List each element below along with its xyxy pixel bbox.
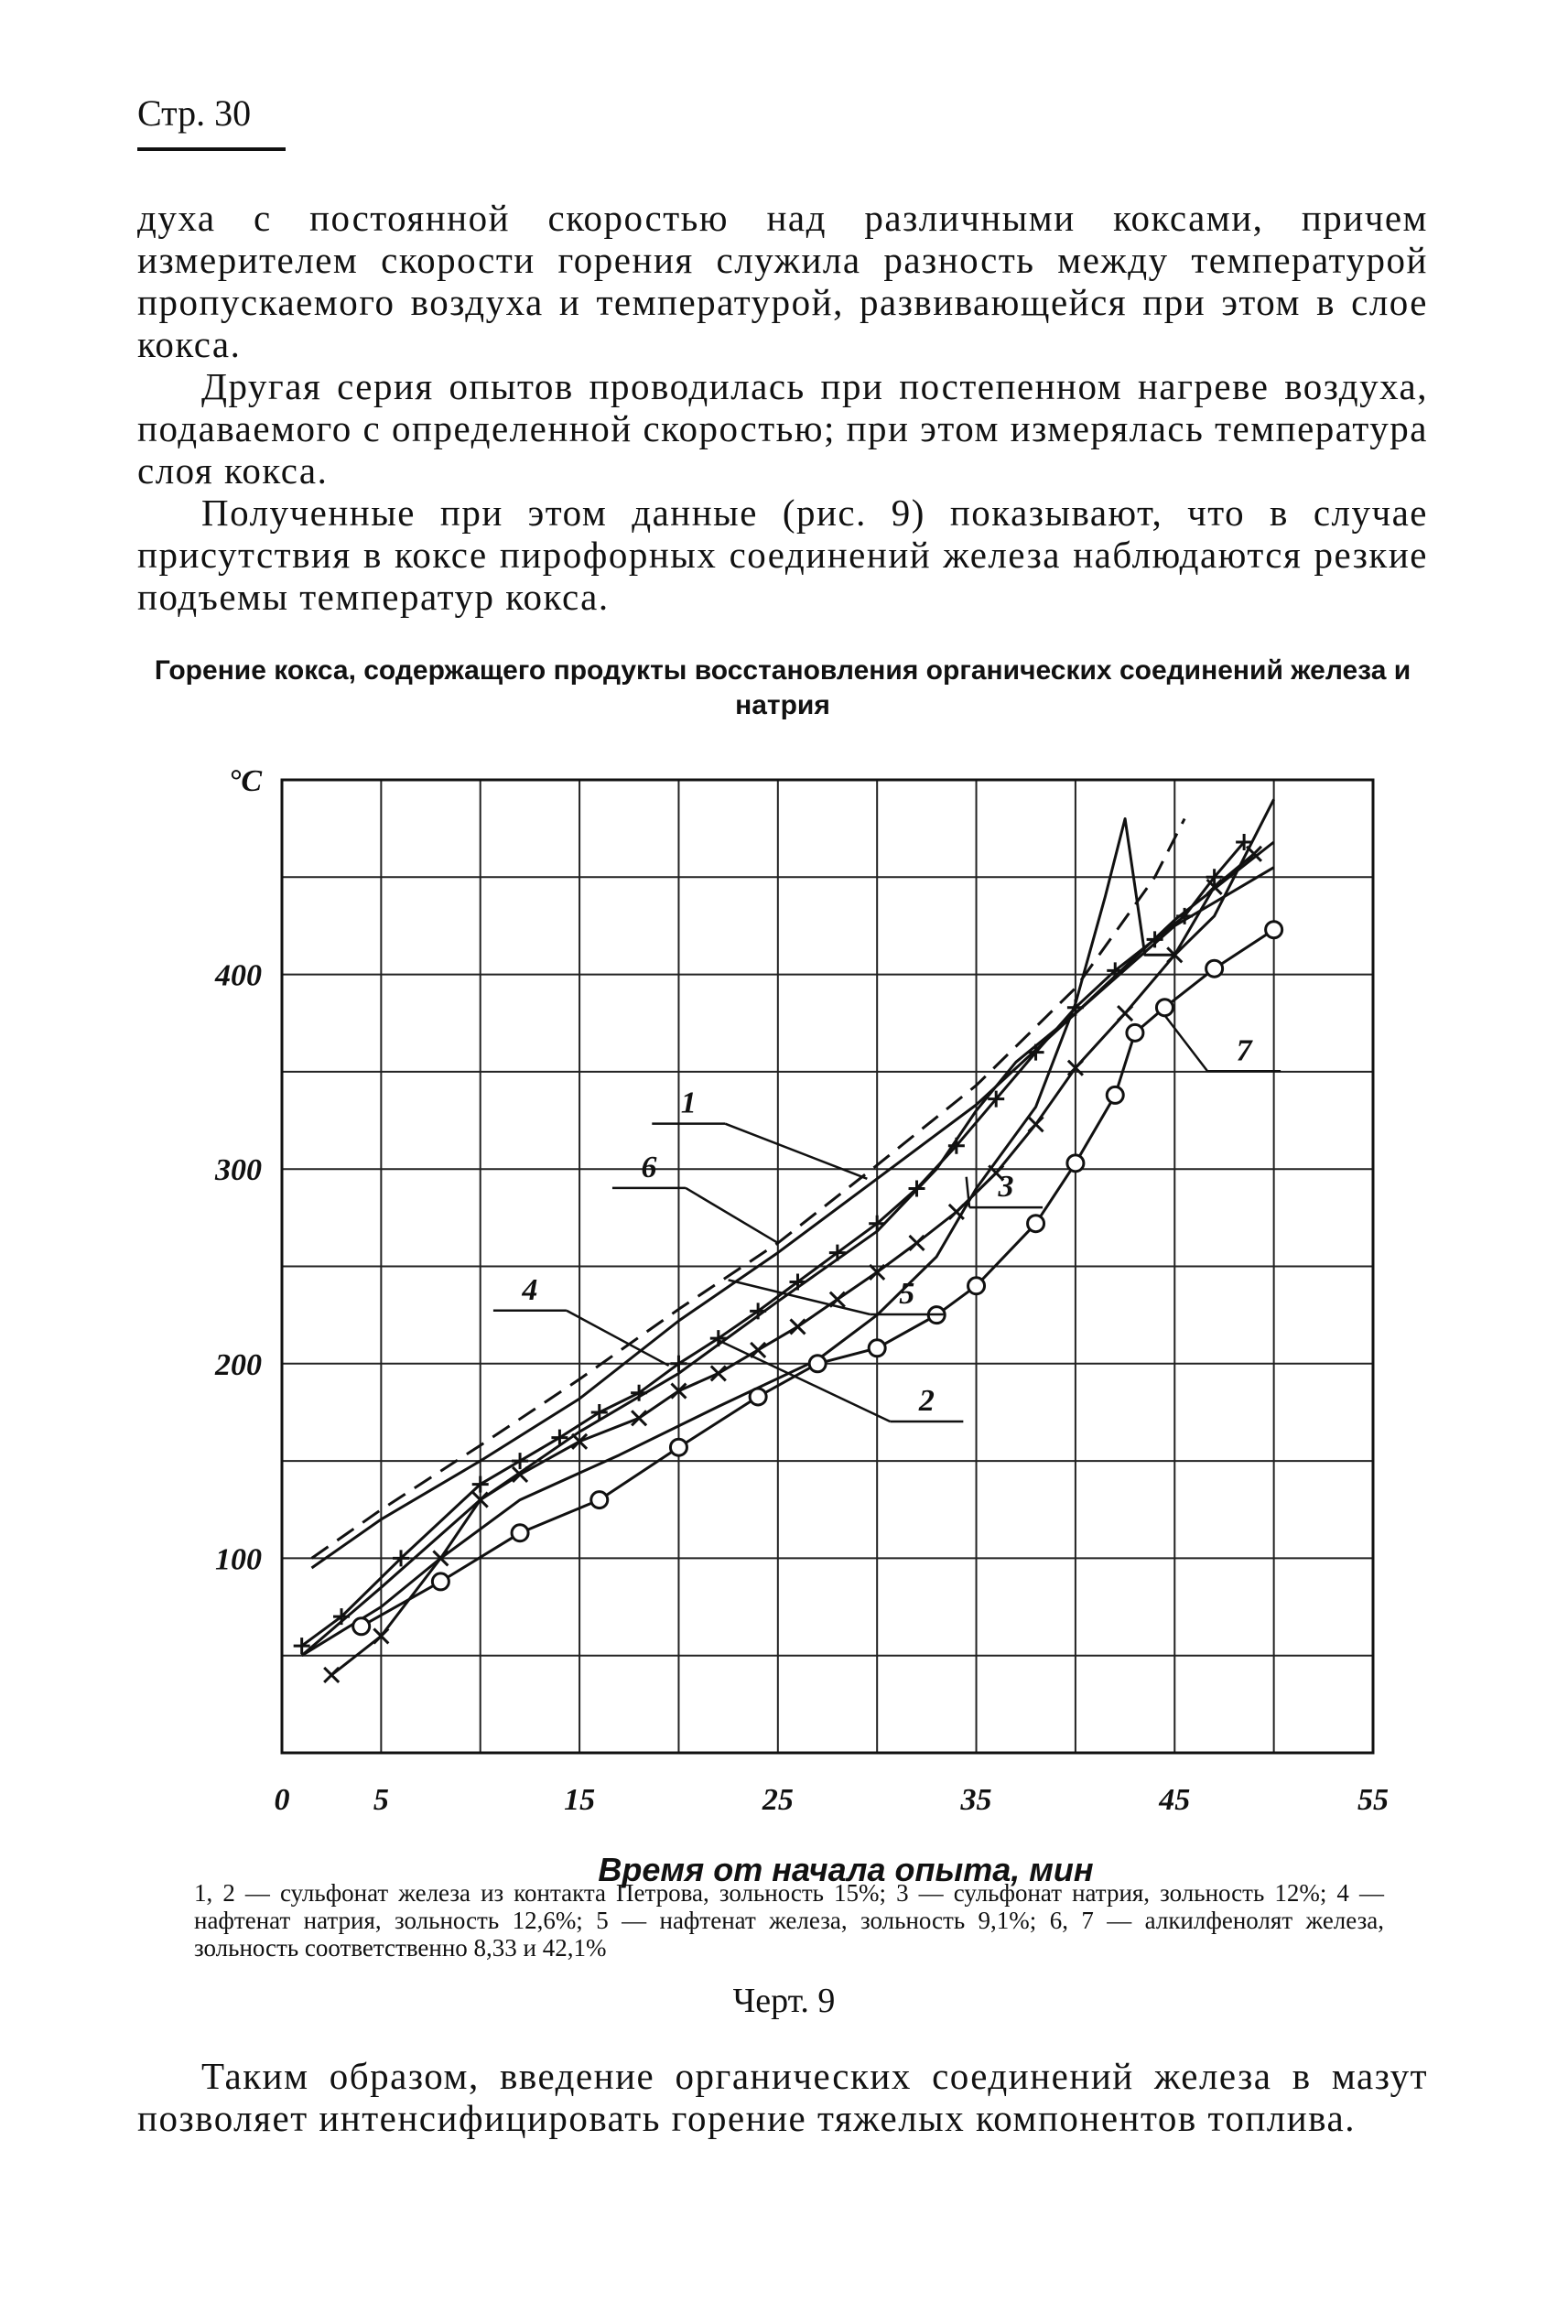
marker-circle-series-7 bbox=[968, 1278, 985, 1294]
marker-x-series-3 bbox=[790, 1319, 805, 1334]
callout-label-7: 7 bbox=[1236, 1033, 1252, 1068]
chart-curves bbox=[302, 799, 1274, 1675]
paragraph-3: Полученные при этом данные (рис. 9) показывают, что в случае присутствия в коксе пирофорных соединений железа наблюдаются резкие подъемы температур кокса. bbox=[137, 492, 1428, 618]
marker-x-series-3 bbox=[1118, 1006, 1132, 1021]
callout-leader-1 bbox=[725, 1124, 867, 1179]
callout-label-6: 6 bbox=[641, 1150, 657, 1184]
figure-legend: 1, 2 — сульфонат железа из контакта Петрова, зольность 15%; 3 — сульфонат натрия, зольность 12%; 4 — нафтенат натрия, зольность 12,6%; 5 — нафтенат железа, зольность 9,1%; 6, 7 — алкилфенолят железа, зольность соответственно 8,33 и 42,1% bbox=[194, 1879, 1384, 1962]
marker-circle-series-7 bbox=[591, 1492, 608, 1508]
y-tick-label: 200 bbox=[215, 1347, 262, 1382]
figure-caption: Черт. 9 bbox=[732, 1982, 836, 2020]
curve-series-5 bbox=[302, 868, 1274, 1656]
callout-label-3: 3 bbox=[998, 1170, 1014, 1205]
x-tick-label: 55 bbox=[1357, 1783, 1389, 1817]
marker-x-series-3 bbox=[324, 1668, 339, 1682]
curve-series-4 bbox=[302, 842, 1244, 1646]
marker-circle-series-7 bbox=[1028, 1216, 1044, 1232]
marker-circle-series-7 bbox=[670, 1439, 687, 1455]
marker-circle-series-7 bbox=[1206, 960, 1223, 977]
curve-series-6 bbox=[312, 819, 1185, 1559]
x-tick-label: 15 bbox=[564, 1783, 596, 1817]
closing-paragraph-block bbox=[137, 2055, 1428, 2139]
marker-circle-series-7 bbox=[1067, 1155, 1084, 1172]
marker-x-series-3 bbox=[711, 1366, 726, 1380]
marker-circle-series-7 bbox=[432, 1573, 449, 1590]
x-tick-label: 5 bbox=[373, 1783, 389, 1817]
marker-circle-series-7 bbox=[750, 1389, 766, 1405]
marker-x-series-3 bbox=[751, 1343, 765, 1357]
chart-axes bbox=[214, 764, 1389, 1888]
callout-leader-4 bbox=[567, 1311, 669, 1366]
x-tick-label: 35 bbox=[960, 1783, 992, 1817]
paragraph-1: духа с постоянной скоростью над различными коксами, причем измерителем скорости горения служила разность между температурой пропускаемого воздуха и температурой, развивающейся при этом в слое кокса. bbox=[137, 197, 1428, 365]
chart-annotations bbox=[493, 1015, 1281, 1421]
y-tick-label: 400 bbox=[215, 958, 262, 993]
x-axis-label: Время от начала опыта, мин bbox=[598, 1851, 1094, 1888]
y-tick-label: 300 bbox=[215, 1153, 262, 1188]
marker-x-series-3 bbox=[1029, 1117, 1044, 1131]
paragraph-4: Таким образом, введение органических соединений железа в мазут позволяет интенсифицировать горение тяжелых компонентов топлива. bbox=[137, 2055, 1428, 2139]
marker-x-series-3 bbox=[910, 1236, 925, 1250]
callout-label-2: 2 bbox=[918, 1383, 935, 1418]
marker-plus-series-4 bbox=[551, 1430, 568, 1446]
marker-circle-series-7 bbox=[353, 1618, 370, 1635]
marker-plus-series-4 bbox=[512, 1453, 528, 1469]
marker-circle-series-7 bbox=[1156, 1000, 1173, 1016]
paragraph-2: Другая серия опытов проводилась при постепенном нагреве воздуха, подаваемого с определенной скоростью; при этом измерялась температура слоя кокса. bbox=[137, 365, 1428, 492]
callout-label-1: 1 bbox=[680, 1086, 697, 1120]
callout-leader-6 bbox=[686, 1188, 778, 1243]
chart-title: Горение кокса, содержащего продукты восстановления органических соединений железа и натрия bbox=[154, 655, 1411, 720]
marker-x-series-3 bbox=[632, 1411, 646, 1425]
callout-leader-7 bbox=[1164, 1015, 1207, 1071]
x-tick-label: 0 bbox=[274, 1783, 290, 1817]
marker-circle-series-7 bbox=[1266, 922, 1282, 938]
marker-circle-series-7 bbox=[869, 1340, 885, 1357]
marker-circle-series-7 bbox=[512, 1525, 528, 1541]
x-tick-label: 45 bbox=[1159, 1783, 1191, 1817]
marker-circle-series-7 bbox=[1107, 1086, 1123, 1103]
y-axis-label: °C bbox=[228, 764, 262, 798]
y-tick-label: 100 bbox=[215, 1542, 262, 1577]
callout-label-4: 4 bbox=[522, 1272, 538, 1307]
curve-series-1 bbox=[312, 842, 1274, 1568]
marker-circle-series-7 bbox=[1127, 1024, 1143, 1041]
callout-label-5: 5 bbox=[899, 1277, 915, 1312]
page-number: Стр. 30 bbox=[137, 92, 286, 151]
x-tick-label: 25 bbox=[762, 1783, 794, 1817]
marker-circle-series-7 bbox=[809, 1356, 826, 1372]
